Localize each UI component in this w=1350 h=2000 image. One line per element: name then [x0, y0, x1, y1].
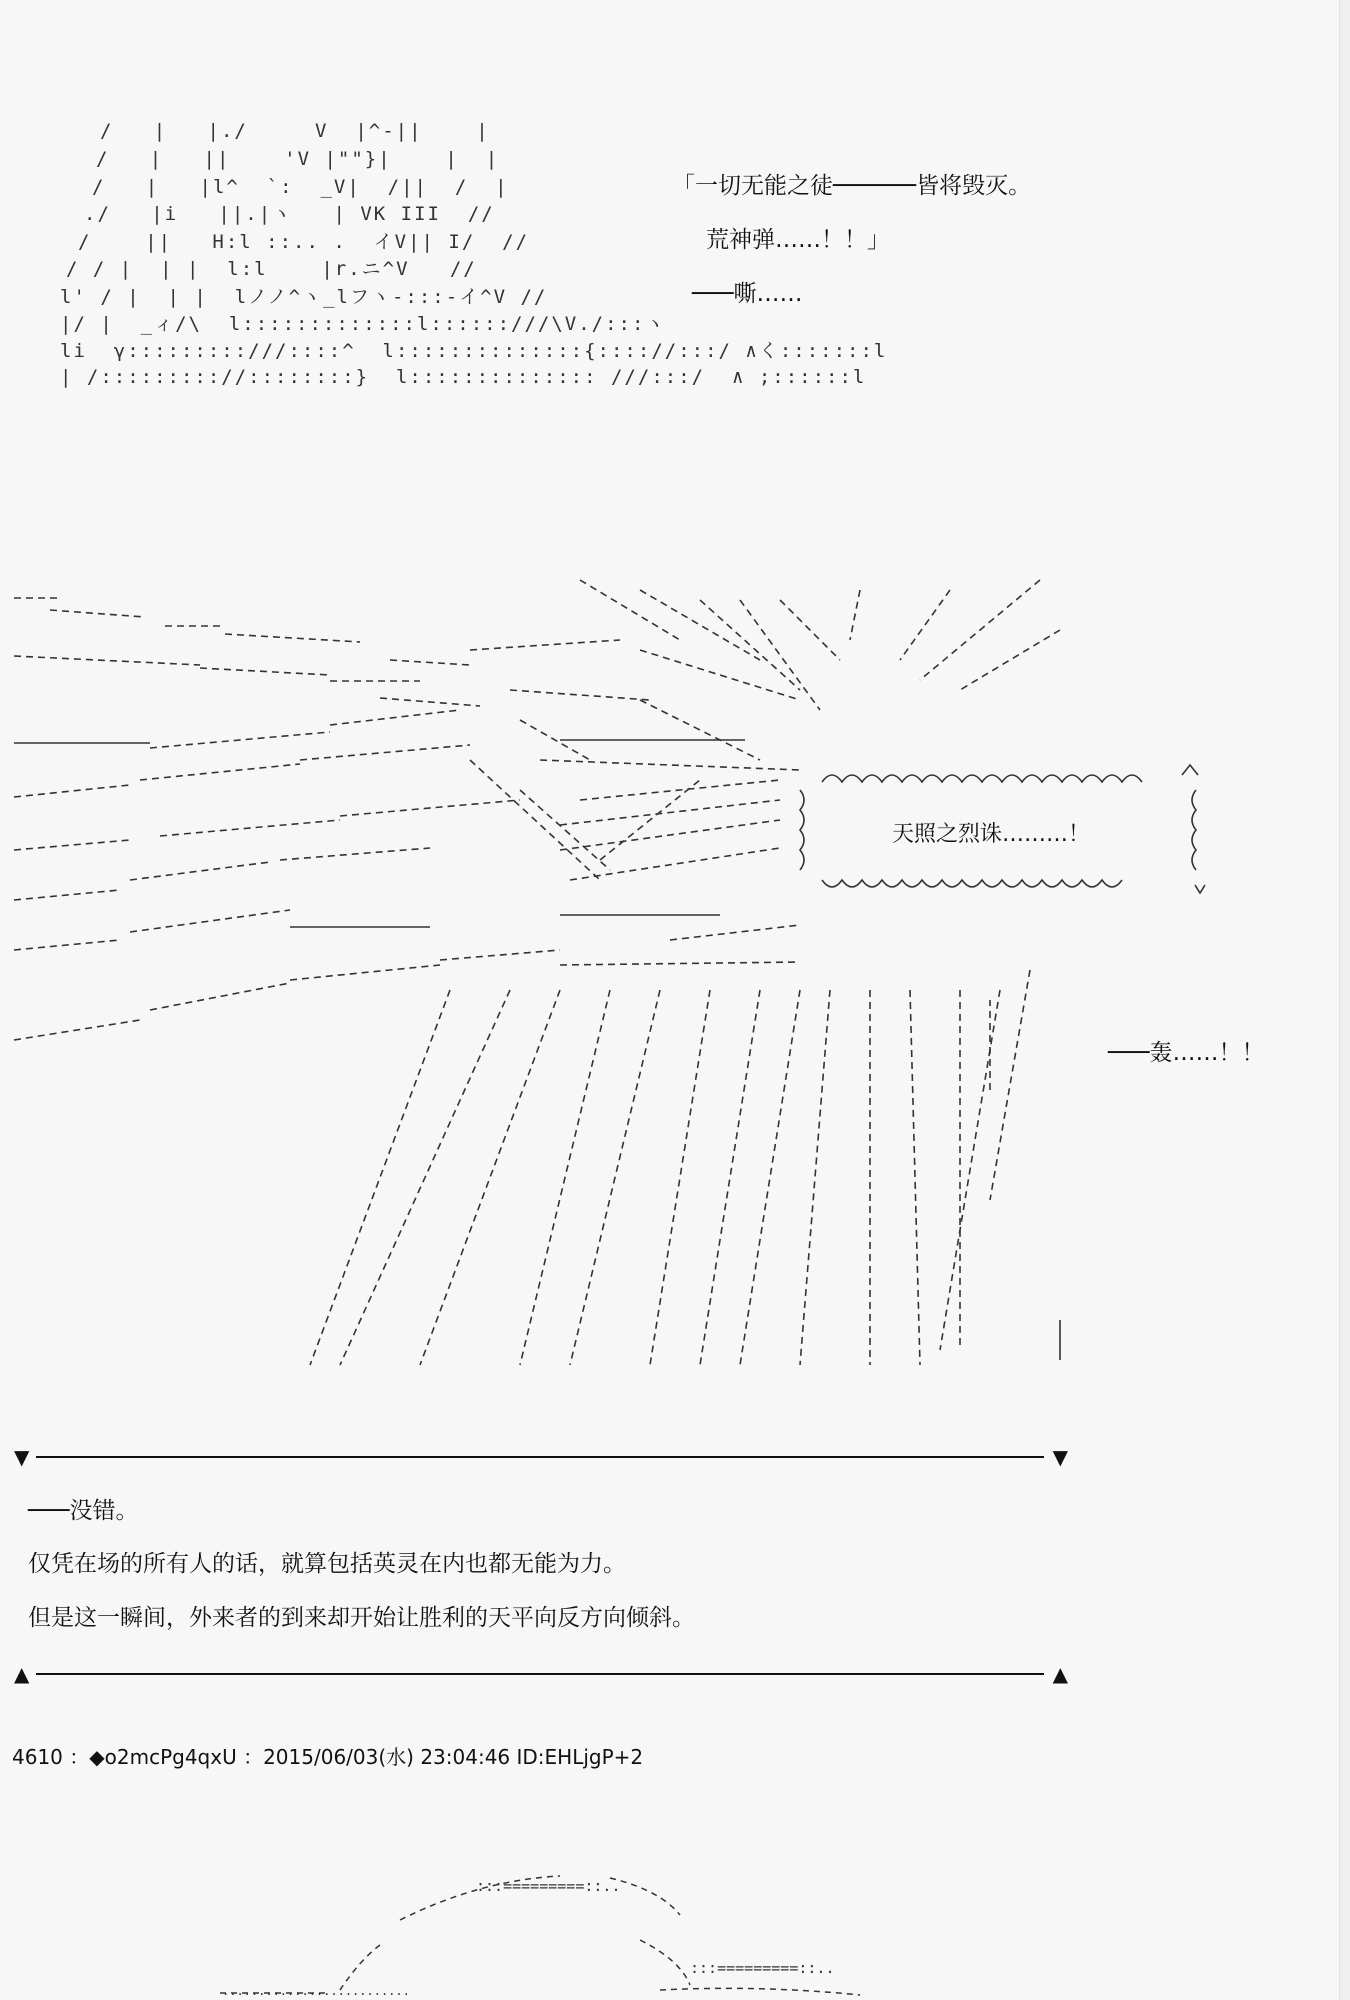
aa-line: .......................... [222, 1984, 410, 1998]
divider-line [36, 1673, 1044, 1675]
down-triangle-icon: ▼ [14, 1445, 30, 1469]
aa-line: / || H:l ::.. . イV|| I/ // [78, 231, 530, 253]
dialogue-line-1: 「一切无能之徒──────皆将毁灭。 [672, 173, 1032, 199]
aa-line: :::=========::.. [690, 1959, 835, 1977]
down-triangle-icon: ▼ [1052, 1445, 1068, 1469]
aa-line: :::=========::.. [476, 1877, 621, 1895]
post-header: 4610 ：◆o2mcPg4qxU ：2015/06/03(水) 23:04:46 ID:EHLjgP+2 [12, 1745, 644, 1769]
aa-line: l' / | | | lノノ^ヽ_lフヽ-:::-イ^V // [60, 286, 548, 308]
narration-line-1: ───没错。 [28, 1498, 139, 1524]
aa-line: / | |l^ `: _V| /|| / | [92, 176, 509, 198]
narration-line-3: 但是这一瞬间，外来者的到来却开始让胜利的天平向反方向倾斜。 [28, 1605, 695, 1631]
shout-text: 天照之烈诛………！ [892, 822, 1091, 847]
divider-top [14, 1445, 1068, 1469]
aa-line: / / | | | l:l |r.ニ^V // [66, 258, 477, 280]
up-triangle-icon: ▲ [1052, 1662, 1068, 1686]
aa-line: ./ |i ||.|ヽ | VK III // [84, 203, 495, 225]
impact-text: ───轰……！！ [1108, 1040, 1265, 1066]
aa-line: |/ | _ィ/\ l:::::::::::::l::::::///\V./:::ヽ [60, 313, 667, 335]
dialogue-line-2: 荒神弹……！！」 [706, 227, 890, 253]
aa-line: / | |./ V |^-|| | [100, 120, 490, 142]
aa-line: / | || 'V |""}| | | [96, 148, 500, 170]
up-triangle-icon: ▲ [14, 1662, 30, 1686]
aa-line: | /::::::::://::::::::} l:::::::::::::: ///:::/ ∧ ;::::::l [60, 366, 867, 388]
divider-line [36, 1456, 1044, 1458]
narration-line-2: 仅凭在场的所有人的话，就算包括英灵在内也都无能为力。 [28, 1551, 626, 1577]
aa-line: li γ:::::::::///::::^ l::::::::::::::{:::://:::/ ∧く:::::::l [60, 340, 888, 362]
dialogue-line-3: ───嘶…… [692, 281, 803, 307]
divider-bottom [14, 1662, 1068, 1686]
